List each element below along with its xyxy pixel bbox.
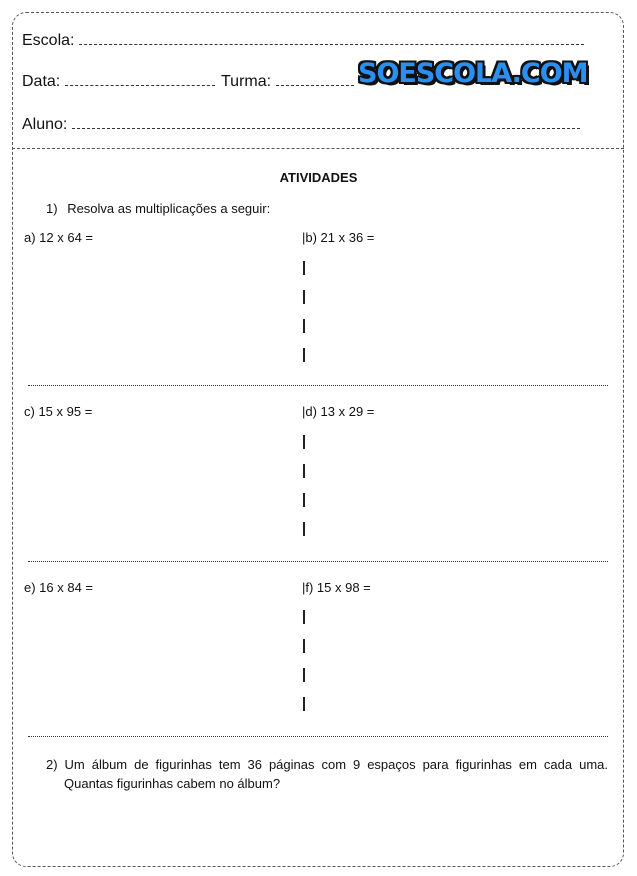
school-field [22,32,584,50]
divider-mark [303,435,305,449]
question-2-text: Um álbum de figurinhas tem 36 páginas com 9 espaços para figurinhas em cada uma. [64,757,608,772]
divider-mark [303,261,305,275]
date-field [22,73,215,91]
student-field [22,116,580,134]
item-e: e) 16 x 84 = [24,580,94,595]
divider-mark [303,464,305,478]
question-2-number: 2) [46,757,58,772]
header-divider [12,148,624,149]
soescola-logo: SOESCOLA.COM [358,58,588,89]
divider-mark [303,493,305,507]
item-d: |d) 13 x 29 = [302,404,375,419]
divider-mark [303,522,305,536]
divider-mark [303,668,305,682]
item-b: |b) 21 x 36 = [302,230,375,245]
question-2-line-1 [46,755,608,774]
worksheet-border [12,12,624,867]
item-a: a) 12 x 64 = [24,230,94,245]
divider-mark [303,348,305,362]
class-label: Turma: [221,73,272,90]
divider-mark [303,319,305,333]
school-blank[interactable] [79,43,584,45]
item-c: c) 15 x 95 = [24,404,93,419]
question-2 [46,755,608,793]
class-field [221,73,354,91]
school-label: Escola: [22,32,75,49]
divider-mark [303,610,305,624]
date-blank[interactable] [65,84,215,86]
date-label: Data: [22,73,61,90]
question-1 [46,201,270,216]
question-1-number: 1) [46,201,58,216]
row-separator [28,561,608,562]
divider-mark [303,290,305,304]
row-separator [28,736,608,737]
question-2-line-2: Quantas figurinhas cabem no álbum? [64,776,281,791]
divider-mark [303,697,305,711]
question-1-text: Resolva as multiplicações a seguir: [67,201,271,216]
class-blank[interactable] [276,84,354,86]
student-blank[interactable] [72,127,580,129]
divider-mark [303,639,305,653]
item-f: |f) 15 x 98 = [302,580,371,595]
row-separator [28,385,608,386]
student-label: Aluno: [22,116,68,133]
page-title: ATIVIDADES [279,170,358,185]
